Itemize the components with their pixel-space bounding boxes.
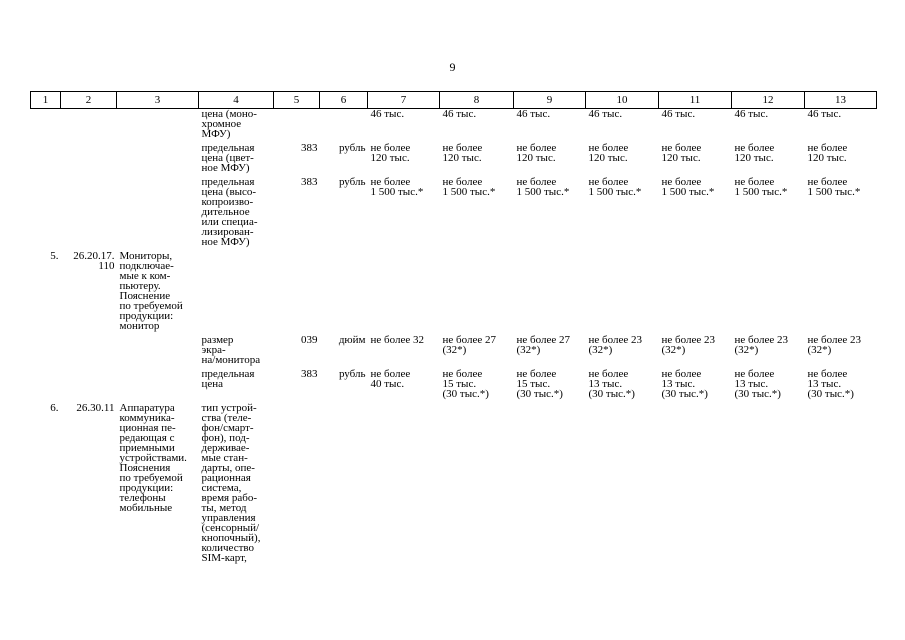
characteristic-line: SIM-карт, <box>201 552 247 564</box>
value-cell-7-line: 46 тыс. <box>370 108 405 120</box>
value-cell-13 <box>805 251 877 335</box>
characteristic-line: МФУ) <box>201 128 231 140</box>
value-cell-11-line: не более <box>661 176 702 188</box>
characteristic-line: ты, метод <box>201 502 247 514</box>
unit-name <box>320 109 368 144</box>
characteristic-line: цена <box>201 378 224 390</box>
value-cell-13-line: не более <box>807 368 848 380</box>
value-cell-11-line: 13 тыс. <box>661 378 696 390</box>
value-cell-13 <box>805 403 877 567</box>
value-cell-12-line: не более <box>734 368 775 380</box>
value-cell-12 <box>732 143 805 177</box>
characteristic-line: предельная <box>201 142 255 154</box>
okpd-code <box>61 403 117 567</box>
value-cell-11 <box>659 251 732 335</box>
characteristic <box>199 143 274 177</box>
value-cell-9 <box>514 369 586 403</box>
value-cell-10-line: не более <box>588 142 629 154</box>
unit-name <box>320 251 368 335</box>
row-number: 6. <box>50 402 59 414</box>
spec-table <box>30 91 877 567</box>
value-cell-12-line: не более <box>734 142 775 154</box>
header-row <box>31 92 877 109</box>
characteristic-line: копроизво- <box>201 196 254 208</box>
characteristic-line: ное МФУ) <box>201 162 250 174</box>
value-cell-9-line: (30 тыс.*) <box>516 388 563 400</box>
value-cell-12-line: 13 тыс. <box>734 378 769 390</box>
product-name <box>117 143 199 177</box>
unit-name: дюйм <box>338 334 366 346</box>
characteristic-line: на/монитора <box>201 354 261 366</box>
characteristic-line: рационная <box>201 472 251 484</box>
value-cell-8-line: 15 тыс. <box>442 378 477 390</box>
product-name-line: Пояснения <box>119 462 171 474</box>
okpd-code <box>61 251 117 335</box>
value-cell-9-line: 15 тыс. <box>516 378 551 390</box>
value-cell-11-line: 46 тыс. <box>661 108 696 120</box>
characteristic-line: держивае- <box>201 442 250 454</box>
value-cell-8 <box>440 109 514 144</box>
column-header-1: 1 <box>31 92 61 109</box>
characteristic-line: мые стан- <box>201 452 248 464</box>
value-cell-11-line: не более <box>661 368 702 380</box>
value-cell-11 <box>659 143 732 177</box>
product-name-line: пьютеру. <box>119 280 161 292</box>
value-cell-7-line: не более <box>370 176 411 188</box>
value-cell-8 <box>440 403 514 567</box>
value-cell-8 <box>440 369 514 403</box>
value-cell-11-line: (32*) <box>661 344 686 356</box>
row-number: 5. <box>50 250 59 262</box>
column-header-11: 11 <box>659 92 732 109</box>
value-cell-7 <box>368 403 440 567</box>
characteristic-line: дительное <box>201 206 250 218</box>
value-cell-13-line: не более <box>807 142 848 154</box>
characteristic-line: размер <box>201 334 234 346</box>
value-cell-12 <box>732 109 805 144</box>
value-cell-10-line: 1 500 тыс.* <box>588 186 642 198</box>
column-header-10: 10 <box>586 92 659 109</box>
value-cell-7 <box>368 109 440 144</box>
value-cell-13 <box>805 143 877 177</box>
characteristic-line: или специа- <box>201 216 258 228</box>
value-cell-7-line: не более <box>370 368 411 380</box>
characteristic <box>199 109 274 144</box>
characteristic-line: цена (высо- <box>201 186 257 198</box>
value-cell-10 <box>586 403 659 567</box>
table-row <box>31 143 877 177</box>
characteristic-line: время рабо- <box>201 492 257 504</box>
value-cell-9-line: (32*) <box>516 344 541 356</box>
characteristic-line: количество <box>201 542 255 554</box>
value-cell-9-line: не более <box>516 368 557 380</box>
value-cell-9 <box>514 177 586 251</box>
okpd-code <box>61 369 117 403</box>
unit-name <box>320 403 368 567</box>
value-cell-7 <box>368 335 440 369</box>
table-row <box>31 335 877 369</box>
product-name-line: продукции: <box>119 482 174 494</box>
unit-code: 383 <box>301 368 318 380</box>
value-cell-12-line: 120 тыс. <box>734 152 774 164</box>
value-cell-8-line: не более 27 <box>442 334 496 346</box>
value-cell-13 <box>805 369 877 403</box>
characteristic-line: (сенсорный/ <box>201 522 260 534</box>
value-cell-12-line: 1 500 тыс.* <box>734 186 788 198</box>
value-cell-13-line: 120 тыс. <box>807 152 847 164</box>
product-name-line: коммуника- <box>119 412 175 424</box>
okpd-code <box>61 177 117 251</box>
table-row <box>31 403 877 567</box>
product-name-line: устройствами. <box>119 452 187 464</box>
value-cell-8-line: не более <box>442 176 483 188</box>
column-header-12: 12 <box>732 92 805 109</box>
okpd-code-line: 26.30.11 <box>76 402 115 414</box>
column-header-8: 8 <box>440 92 514 109</box>
value-cell-11 <box>659 177 732 251</box>
okpd-code <box>61 109 117 144</box>
unit-code <box>274 251 320 335</box>
value-cell-11 <box>659 369 732 403</box>
value-cell-9 <box>514 335 586 369</box>
value-cell-13-line: 46 тыс. <box>807 108 842 120</box>
value-cell-11 <box>659 335 732 369</box>
value-cell-9 <box>514 403 586 567</box>
value-cell-12-line: 46 тыс. <box>734 108 769 120</box>
table-row <box>31 369 877 403</box>
value-cell-12 <box>732 403 805 567</box>
value-cell-10-line: 13 тыс. <box>588 378 623 390</box>
value-cell-12 <box>732 335 805 369</box>
value-cell-12 <box>732 177 805 251</box>
value-cell-9-line: не более 27 <box>516 334 570 346</box>
value-cell-8-line: 1 500 тыс.* <box>442 186 496 198</box>
value-cell-9-line: 1 500 тыс.* <box>516 186 570 198</box>
unit-code <box>274 403 320 567</box>
characteristic-line: цена (цвет- <box>201 152 254 164</box>
value-cell-9-line: 120 тыс. <box>516 152 556 164</box>
unit-name: рубль <box>338 368 366 380</box>
value-cell-7-line: не более <box>370 142 411 154</box>
value-cell-10 <box>586 251 659 335</box>
value-cell-9 <box>514 143 586 177</box>
characteristic-line: фон), под- <box>201 432 250 444</box>
value-cell-13-line: 1 500 тыс.* <box>807 186 861 198</box>
product-name <box>117 109 199 144</box>
value-cell-9-line: 46 тыс. <box>516 108 551 120</box>
product-name <box>117 369 199 403</box>
product-name-line: продукции: <box>119 310 174 322</box>
okpd-code <box>61 335 117 369</box>
table-body <box>31 109 877 568</box>
value-cell-8 <box>440 177 514 251</box>
characteristic <box>199 177 274 251</box>
value-cell-11-line: (30 тыс.*) <box>661 388 708 400</box>
value-cell-12-line: (30 тыс.*) <box>734 388 781 400</box>
row-number <box>31 143 61 177</box>
characteristic-line: тип устрой- <box>201 402 257 414</box>
value-cell-13-line: не более 23 <box>807 334 861 346</box>
characteristic-line: предельная <box>201 176 255 188</box>
table-row <box>31 109 877 144</box>
value-cell-7-line: 1 500 тыс.* <box>370 186 424 198</box>
table-row <box>31 177 877 251</box>
value-cell-10-line: (32*) <box>588 344 613 356</box>
value-cell-8-line: не более <box>442 142 483 154</box>
row-number <box>31 177 61 251</box>
row-number <box>31 369 61 403</box>
characteristic <box>199 335 274 369</box>
value-cell-13 <box>805 177 877 251</box>
characteristic <box>199 403 274 567</box>
value-cell-13 <box>805 335 877 369</box>
value-cell-10 <box>586 369 659 403</box>
product-name-line: мые к ком- <box>119 270 171 282</box>
value-cell-7-line: 120 тыс. <box>370 152 410 164</box>
value-cell-10 <box>586 335 659 369</box>
product-name <box>117 177 199 251</box>
unit-code: 039 <box>301 334 318 346</box>
value-cell-8 <box>440 143 514 177</box>
value-cell-10-line: 120 тыс. <box>588 152 628 164</box>
value-cell-9-line: не более <box>516 142 557 154</box>
column-header-6: 6 <box>320 92 368 109</box>
page-number: 9 <box>449 60 456 74</box>
value-cell-8-line: 46 тыс. <box>442 108 477 120</box>
value-cell-11 <box>659 403 732 567</box>
product-name-line: Мониторы, <box>119 250 173 262</box>
product-name-line: приемными <box>119 442 175 454</box>
value-cell-10 <box>586 109 659 144</box>
value-cell-12-line: (32*) <box>734 344 759 356</box>
product-name-line: телефоны <box>119 492 166 504</box>
value-cell-9 <box>514 109 586 144</box>
value-cell-13-line: 13 тыс. <box>807 378 842 390</box>
value-cell-11-line: не более 23 <box>661 334 715 346</box>
value-cell-7 <box>368 143 440 177</box>
characteristic-line: дарты, опе- <box>201 462 255 474</box>
value-cell-13 <box>805 109 877 144</box>
characteristic-line: управления <box>201 512 256 524</box>
characteristic-line: хромное <box>201 118 242 130</box>
characteristic-line: ное МФУ) <box>201 236 250 248</box>
value-cell-8-line: не более <box>442 368 483 380</box>
product-name-line: Пояснение <box>119 290 171 302</box>
table-row <box>31 251 877 335</box>
value-cell-12-line: не более <box>734 176 775 188</box>
value-cell-7 <box>368 251 440 335</box>
column-header-3: 3 <box>117 92 199 109</box>
row-number <box>31 109 61 144</box>
value-cell-8 <box>440 335 514 369</box>
value-cell-7 <box>368 177 440 251</box>
value-cell-10-line: 46 тыс. <box>588 108 623 120</box>
value-cell-8 <box>440 251 514 335</box>
value-cell-13-line: не более <box>807 176 848 188</box>
value-cell-8-line: (30 тыс.*) <box>442 388 489 400</box>
product-name-line: подключае- <box>119 260 174 272</box>
product-name-line: ционная пе- <box>119 422 176 434</box>
value-cell-13-line: (32*) <box>807 344 832 356</box>
characteristic-line: лизирован- <box>201 226 254 238</box>
column-header-4: 4 <box>199 92 274 109</box>
unit-code: 383 <box>301 176 318 188</box>
value-cell-12 <box>732 251 805 335</box>
characteristic-line: ства (теле- <box>201 412 252 424</box>
characteristic-line: кнопочный), <box>201 532 261 544</box>
row-number <box>31 335 61 369</box>
value-cell-13-line: (30 тыс.*) <box>807 388 854 400</box>
product-name-line: по требуемой <box>119 472 183 484</box>
unit-code <box>274 109 320 144</box>
okpd-code <box>61 143 117 177</box>
unit-name: рубль <box>338 142 366 154</box>
unit-name: рубль <box>338 176 366 188</box>
value-cell-8-line: (32*) <box>442 344 467 356</box>
value-cell-8-line: 120 тыс. <box>442 152 482 164</box>
column-header-5: 5 <box>274 92 320 109</box>
column-header-9: 9 <box>514 92 586 109</box>
okpd-code-line: 110 <box>98 260 115 272</box>
characteristic-line: система, <box>201 482 242 494</box>
product-name-line: редающая с <box>119 432 175 444</box>
value-cell-10-line: не более <box>588 176 629 188</box>
value-cell-10-line: не более <box>588 368 629 380</box>
value-cell-7 <box>368 369 440 403</box>
product-name-line: Аппаратура <box>119 402 175 414</box>
product-name-line: мобильные <box>119 502 173 514</box>
value-cell-12 <box>732 369 805 403</box>
characteristic-line: фон/смарт- <box>201 422 254 434</box>
product-name-line: монитор <box>119 320 160 332</box>
characteristic <box>199 251 274 335</box>
product-name <box>117 335 199 369</box>
product-name-line: по требуемой <box>119 300 183 312</box>
value-cell-10-line: не более 23 <box>588 334 642 346</box>
value-cell-9-line: не более <box>516 176 557 188</box>
unit-code: 383 <box>301 142 318 154</box>
value-cell-10-line: (30 тыс.*) <box>588 388 635 400</box>
characteristic <box>199 369 274 403</box>
value-cell-7-line: не более 32 <box>370 334 424 346</box>
value-cell-11-line: 120 тыс. <box>661 152 701 164</box>
column-header-2: 2 <box>61 92 117 109</box>
value-cell-10 <box>586 177 659 251</box>
value-cell-7-line: 40 тыс. <box>370 378 405 390</box>
value-cell-12-line: не более 23 <box>734 334 788 346</box>
value-cell-11-line: 1 500 тыс.* <box>661 186 715 198</box>
value-cell-9 <box>514 251 586 335</box>
value-cell-11-line: не более <box>661 142 702 154</box>
characteristic-line: предельная <box>201 368 255 380</box>
product-name <box>117 403 199 567</box>
okpd-code-line: 26.20.17. <box>73 250 115 262</box>
value-cell-11 <box>659 109 732 144</box>
column-header-13: 13 <box>805 92 877 109</box>
characteristic-line: экра- <box>201 344 226 356</box>
product-name <box>117 251 199 335</box>
characteristic-line: цена (моно- <box>201 108 257 120</box>
column-header-7: 7 <box>368 92 440 109</box>
value-cell-10 <box>586 143 659 177</box>
